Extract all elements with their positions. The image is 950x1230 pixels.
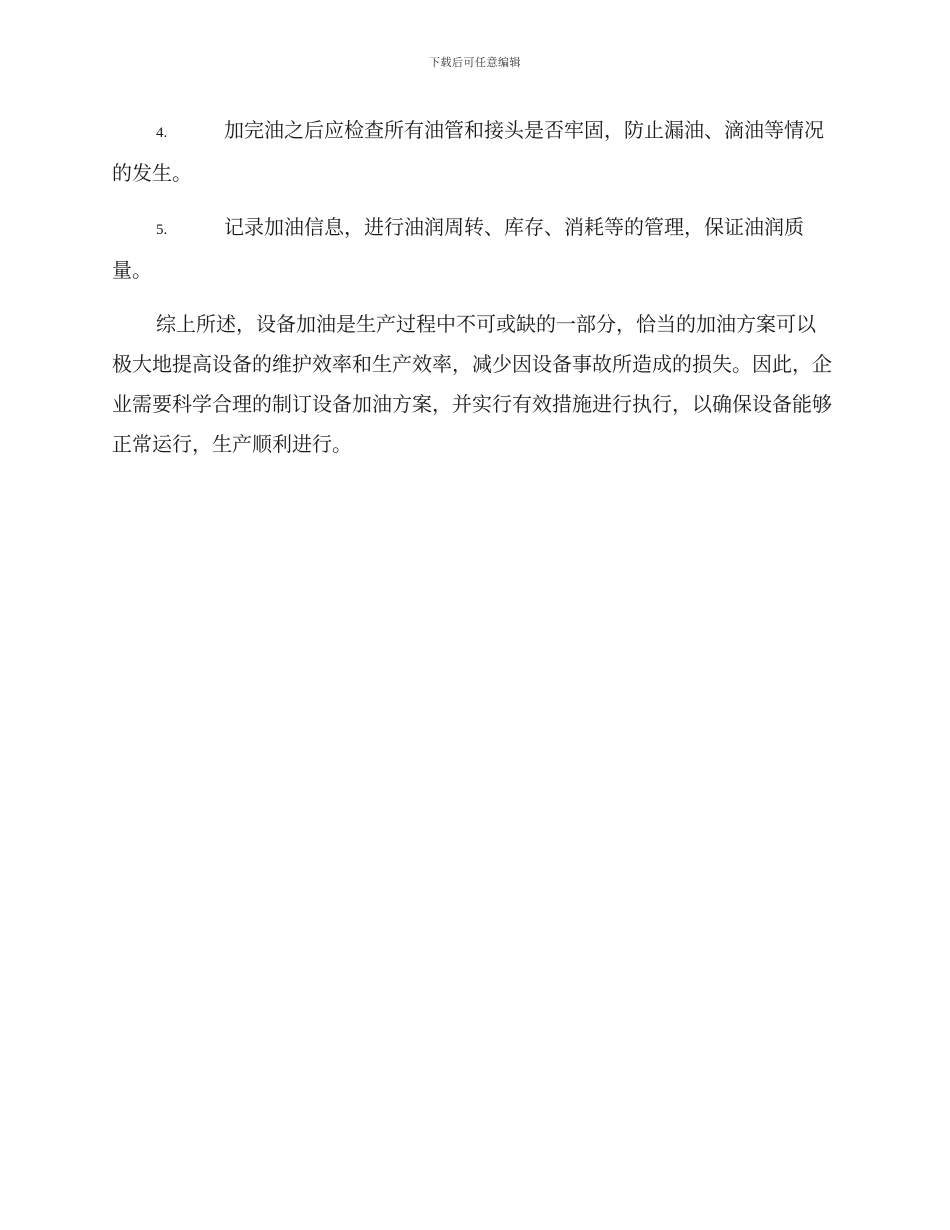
list-item-number: 5.	[156, 222, 168, 238]
list-item	[112, 110, 832, 193]
list-item-number: 4.	[156, 125, 168, 141]
list-item-text: 加完油之后应检查所有油管和接头是否牢固，防止漏油、滴油等情况的发生。	[112, 118, 824, 185]
document-body	[112, 110, 832, 464]
list-item-text: 记录加油信息，进行油润周转、库存、消耗等的管理，保证油润质量。	[112, 215, 804, 282]
page-header: 下载后可任意编辑	[429, 56, 521, 69]
list-item	[112, 207, 832, 290]
conclusion-paragraph: 综上所述，设备加油是生产过程中不可或缺的一部分，恰当的加油方案可以极大地提高设备的维护效率和生产效率，减少因设备事故所造成的损失。因此，企业需要科学合理的制订设备加油方案，并实行有效措施进行执行，以确保设备能够正常运行，生产顺利进行。	[112, 312, 832, 456]
